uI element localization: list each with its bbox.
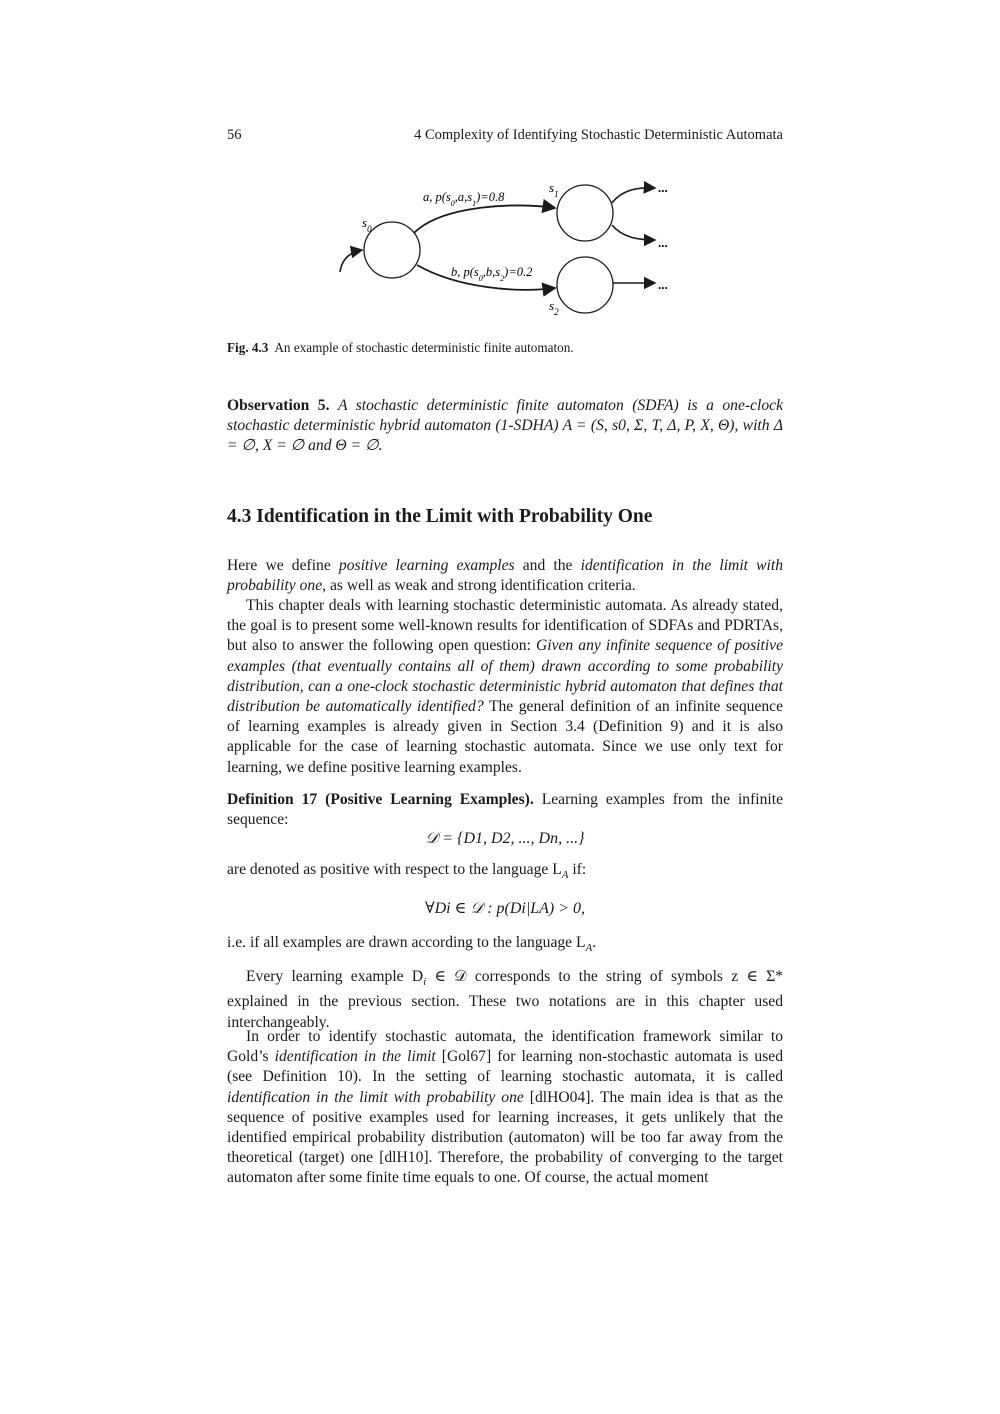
state-s0 [364, 222, 420, 278]
subscript: A [561, 869, 569, 882]
text-emph: identification in the limit [274, 1048, 436, 1066]
text: ∈ 𝒟 corresponds to the string of symbols z ∈ Σ* explained in the previous section. These two notations are in this chapter used interchangeably. [227, 968, 783, 1031]
automaton-diagram [227, 170, 783, 330]
text: [dlHO04]. The main idea is that as the sequence of positive examples used for learning increases, it gets unlikely that the identified empirical probability distribution (automaton) will be too far away from the theoretical (target) one [dlH10]. Therefore, the probability of converging to the target automaton after some finite time equals to one. Of course, the actual moment [227, 1088, 784, 1187]
label-edge-a: a, $p(s_0,a,s_1)=0.8$ [423, 190, 505, 208]
text: , as well as weak and strong identification criteria. [322, 577, 636, 595]
dots-bottom: ... [658, 277, 668, 292]
text: The general definition of an infinite sequence of learning examples is already given in Section 3.4 (Definition 9) and it is also applicable for the case of learning stochastic automata. Since we use only text for learning, we define positive learning examples. [227, 698, 784, 776]
text: Every learning example D [246, 968, 424, 985]
equation-2: ∀Di ∈ 𝒟 : p(Di|LA) > 0, [424, 900, 586, 917]
label-s1: $s_1$ [549, 180, 559, 199]
definition-label: Definition 17 (Positive Learning Examples). [227, 791, 534, 808]
edge-s1-out-top [612, 188, 655, 203]
observation-label: Observation 5. [227, 397, 330, 414]
figure-caption [227, 340, 783, 356]
text-emph: identification in the limit with probability one [227, 557, 784, 595]
page-number: 56 [227, 127, 242, 143]
observation-block [227, 396, 783, 457]
paragraph-4 [227, 1027, 783, 1189]
state-s2 [557, 257, 613, 313]
dots-top: ... [658, 180, 668, 195]
observation-text: A stochastic deterministic finite automaton (SDFA) is a one-clock stochastic deterministic hybrid automaton (1-SDHA) A = (S, s0, Σ, T, Δ, P, X, Θ), with Δ = ∅, X = ∅ and Θ = ∅. [227, 397, 783, 455]
state-s1 [557, 185, 613, 241]
paragraph-2 [227, 596, 783, 778]
section-heading: 4.3 Identification in the Limit with Probability One [227, 506, 653, 527]
text: [Gol67] for learning non-stochastic automata is used (see Definition 10). In the setting of learning stochastic automata, it is called [227, 1048, 783, 1086]
subscript: i [423, 976, 427, 989]
text: Here we define [227, 557, 339, 574]
text-emph: positive learning examples [338, 557, 515, 574]
running-title: 4 Complexity of Identifying Stochastic Deterministic Automata [414, 127, 783, 143]
paragraph-1 [227, 556, 783, 596]
text: i.e. if all examples are drawn according to the language L [227, 934, 586, 951]
automaton-figure [227, 170, 783, 330]
text: This chapter deals with learning stochastic deterministic automata. As already stated, the goal is to present some well-known results for identification of SDFAs and PDRTAs, but also to answer the following open question: [227, 597, 783, 655]
text: and the [514, 557, 581, 574]
label-s2: $s_2$ [549, 298, 559, 317]
definition-text: Learning examples from the infinite sequence: [227, 791, 783, 829]
text: . [592, 934, 597, 951]
subscript: A [585, 942, 593, 955]
initial-arrow [340, 250, 362, 272]
caption-label: Fig. 4.3 [227, 340, 269, 355]
edge-s1-out-bottom [612, 225, 655, 240]
definition-text-3 [227, 933, 783, 958]
definition-text-2 [227, 860, 783, 885]
text-emph: Given any infinite sequence of positive examples (that eventually contains all of them) drawn according to some probability distribution, can a one-clock stochastic deterministic hybrid automaton that defines that distribution be automatically identified? [227, 637, 783, 716]
edge-s0-s1 [414, 205, 555, 233]
text: are denoted as positive with respect to the language L [227, 861, 562, 878]
equation-1: 𝒟 = {D1, D2, ..., Dn, ...} [425, 830, 585, 847]
text-emph: identification in the limit with probability one [227, 1088, 524, 1106]
paragraph-3 [227, 967, 783, 1033]
label-edge-b: b, $p(s_0,b,s_2)=0.2$ [451, 265, 533, 283]
definition-17 [227, 790, 783, 830]
caption-text: An example of stochastic deterministic finite automaton. [274, 340, 574, 355]
dots-middle: ... [658, 235, 668, 250]
text: In order to identify stochastic automata, the identification framework similar to Gold’s [227, 1028, 783, 1066]
text: if: [568, 861, 587, 878]
label-s0: $s_0$ [362, 215, 372, 234]
